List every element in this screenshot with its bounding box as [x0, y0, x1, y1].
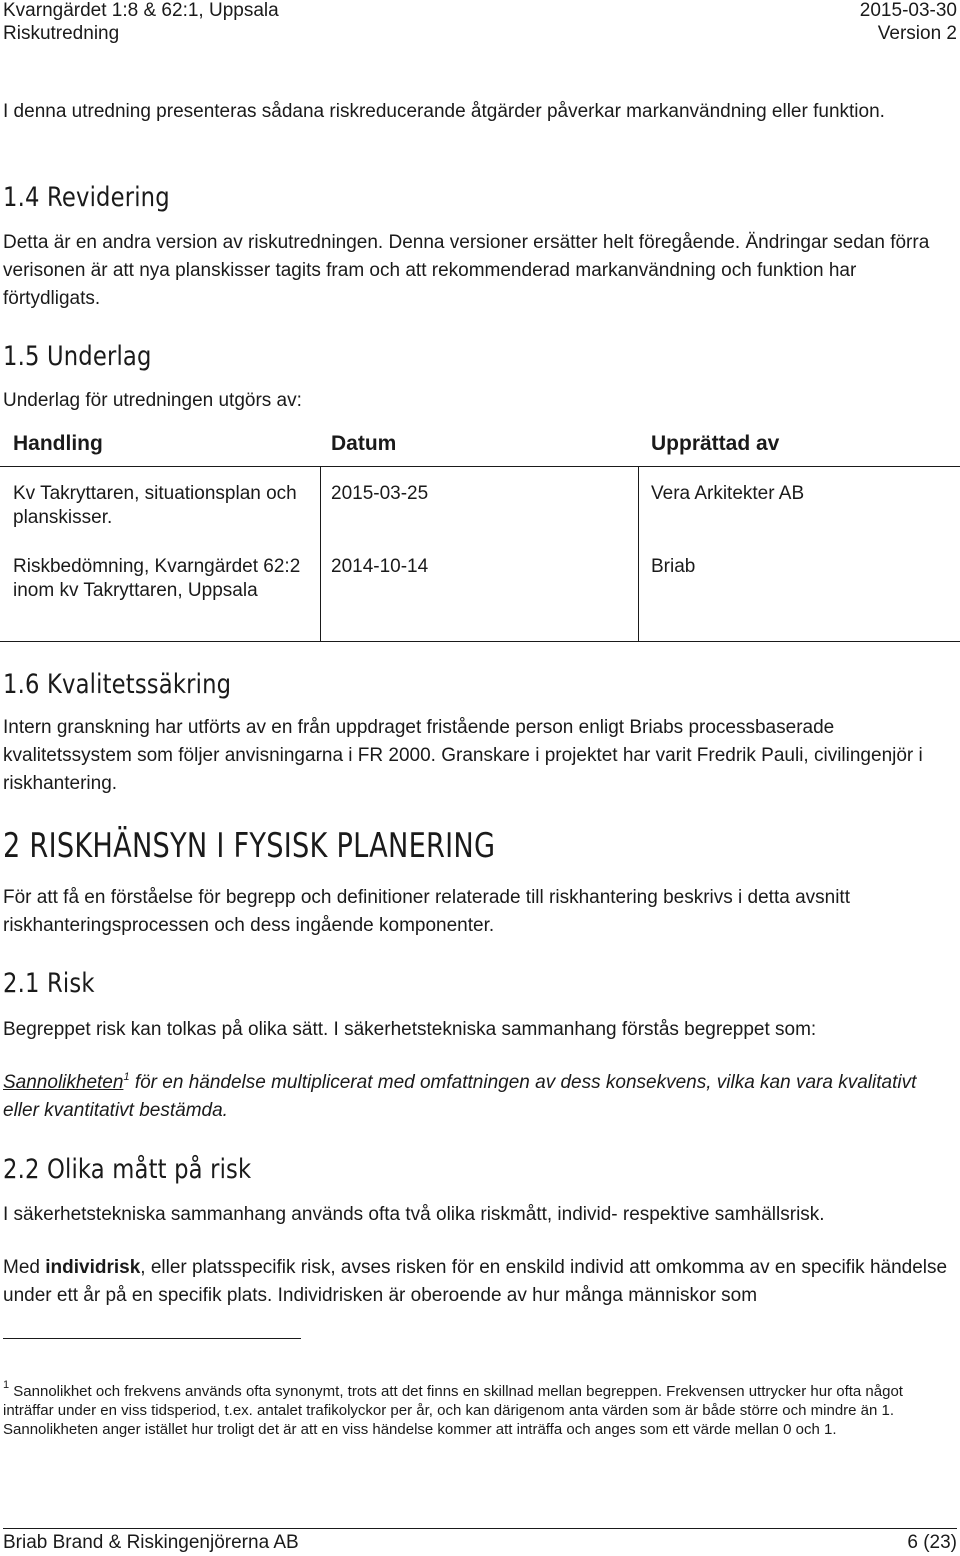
underlag-table	[0, 418, 960, 642]
footnote-number: 1	[3, 1379, 10, 1391]
table-header-divider	[0, 466, 960, 467]
table-cell-upprattad-av: Vera Arkitekter AB	[651, 483, 805, 504]
heading-1-5: 1.5 Underlag	[3, 341, 152, 372]
header-version: Version 2	[877, 23, 957, 44]
footer-rule	[3, 1528, 957, 1529]
heading-1-6: 1.6 Kvalitetssäkring	[3, 669, 232, 700]
heading-2-2: 2.2 Olika mått på risk	[3, 1154, 252, 1185]
heading-2: 2 RISKHÄNSYN I FYSISK PLANERING	[3, 826, 496, 866]
paragraph-2-2-b	[3, 1254, 953, 1310]
table-cell-upprattad-av: Briab	[651, 556, 696, 577]
paragraph-1-6: Intern granskning har utförts av en från uppdraget fristående person enligt Briabs processbaserade kvalitetssystem som följer anvisningarna i FR 2000. Granskare i projektet har varit Fredrik Pauli, civilingenjör i riskhantering.	[3, 717, 923, 794]
paragraph-1-4: Detta är en andra version av riskutredningen. Denna versioner ersätter helt föregående. Ändringar sedan förra verisonen är att nya planskisser tagits fram och att rekommenderad markanvändning och funktion har förtydligats.	[3, 232, 930, 309]
table-bottom-border	[0, 641, 960, 642]
table-cell-handling: Kv Takryttaren, situationsplan och planskisser.	[13, 483, 297, 528]
heading-2-1: 2.1 Risk	[3, 968, 95, 999]
footnote-text: Sannolikhet och frekvens används ofta synonymt, trots att det finns en skillnad mellan begreppen. Frekvensen uttrycker hur ofta något inträffar under en viss tidsperiod, t.ex. antalet trafikolyckor per år, och kan därigenom anta värden som är både större och mindre än 1. Sannolikheten anger istället hur troligt det är att en viss händelse kommer att inträffa och anges som ett värde mellan 0 och 1.	[3, 1383, 903, 1438]
header-document-title: Kvarngärdet 1:8 & 62:1, Uppsala	[3, 0, 279, 21]
definition-term: Sannolikheten	[3, 1072, 124, 1093]
paragraph-1-5: Underlag för utredningen utgörs av:	[3, 390, 302, 411]
footer-company: Briab Brand & Riskingenjörerna AB	[3, 1532, 299, 1553]
text-run: , eller platsspecifik risk, avses risken för en enskild individ att omkomma av en specifik händelse under ett år på en specifik plats. Individrisken är oberoende av hur många människor som	[3, 1257, 948, 1306]
table-header-datum: Datum	[331, 432, 397, 455]
paragraph-2-1: Begreppet risk kan tolkas på olika sätt. I säkerhetstekniska sammanhang förstås begreppet som:	[3, 1019, 817, 1040]
heading-1-4: 1.4 Revidering	[3, 182, 170, 213]
table-header-handling: Handling	[13, 432, 103, 455]
footnote-separator	[3, 1338, 301, 1339]
header-document-type: Riskutredning	[3, 23, 120, 44]
footnote	[3, 1379, 953, 1439]
table-header-upprattad-av: Upprättad av	[651, 432, 780, 455]
term-individrisk: individrisk	[45, 1257, 141, 1278]
paragraph-2: För att få en förståelse för begrepp och definitioner relaterade till riskhantering beskrivs i detta avsnitt riskhanteringsprocessen och dess ingående komponenter.	[3, 887, 850, 936]
text-run: Med	[3, 1257, 46, 1278]
header-date: 2015-03-30	[859, 0, 957, 21]
footer-page-number: 6 (23)	[907, 1532, 957, 1553]
table-column-divider	[320, 466, 321, 642]
table-cell-handling: Riskbedömning, Kvarngärdet 62:2 inom kv Takryttaren, Uppsala	[13, 556, 301, 601]
table-cell-datum: 2015-03-25	[331, 483, 429, 504]
risk-definition	[3, 1069, 953, 1125]
footnote-reference: 1	[123, 1071, 130, 1083]
table-column-divider	[638, 466, 639, 642]
definition-text: för en händelse multiplicerat med omfattningen av dess konsekvens, vilka kan vara kvalitativt eller kvantitativt bestämda.	[3, 1072, 917, 1121]
intro-paragraph: I denna utredning presenteras sådana riskreducerande åtgärder påverkar markanvändning eller funktion.	[3, 101, 885, 122]
table-cell-datum: 2014-10-14	[331, 556, 429, 577]
paragraph-2-2-a: I säkerhetstekniska sammanhang används ofta två olika riskmått, individ- respektive samhällsrisk.	[3, 1204, 825, 1225]
